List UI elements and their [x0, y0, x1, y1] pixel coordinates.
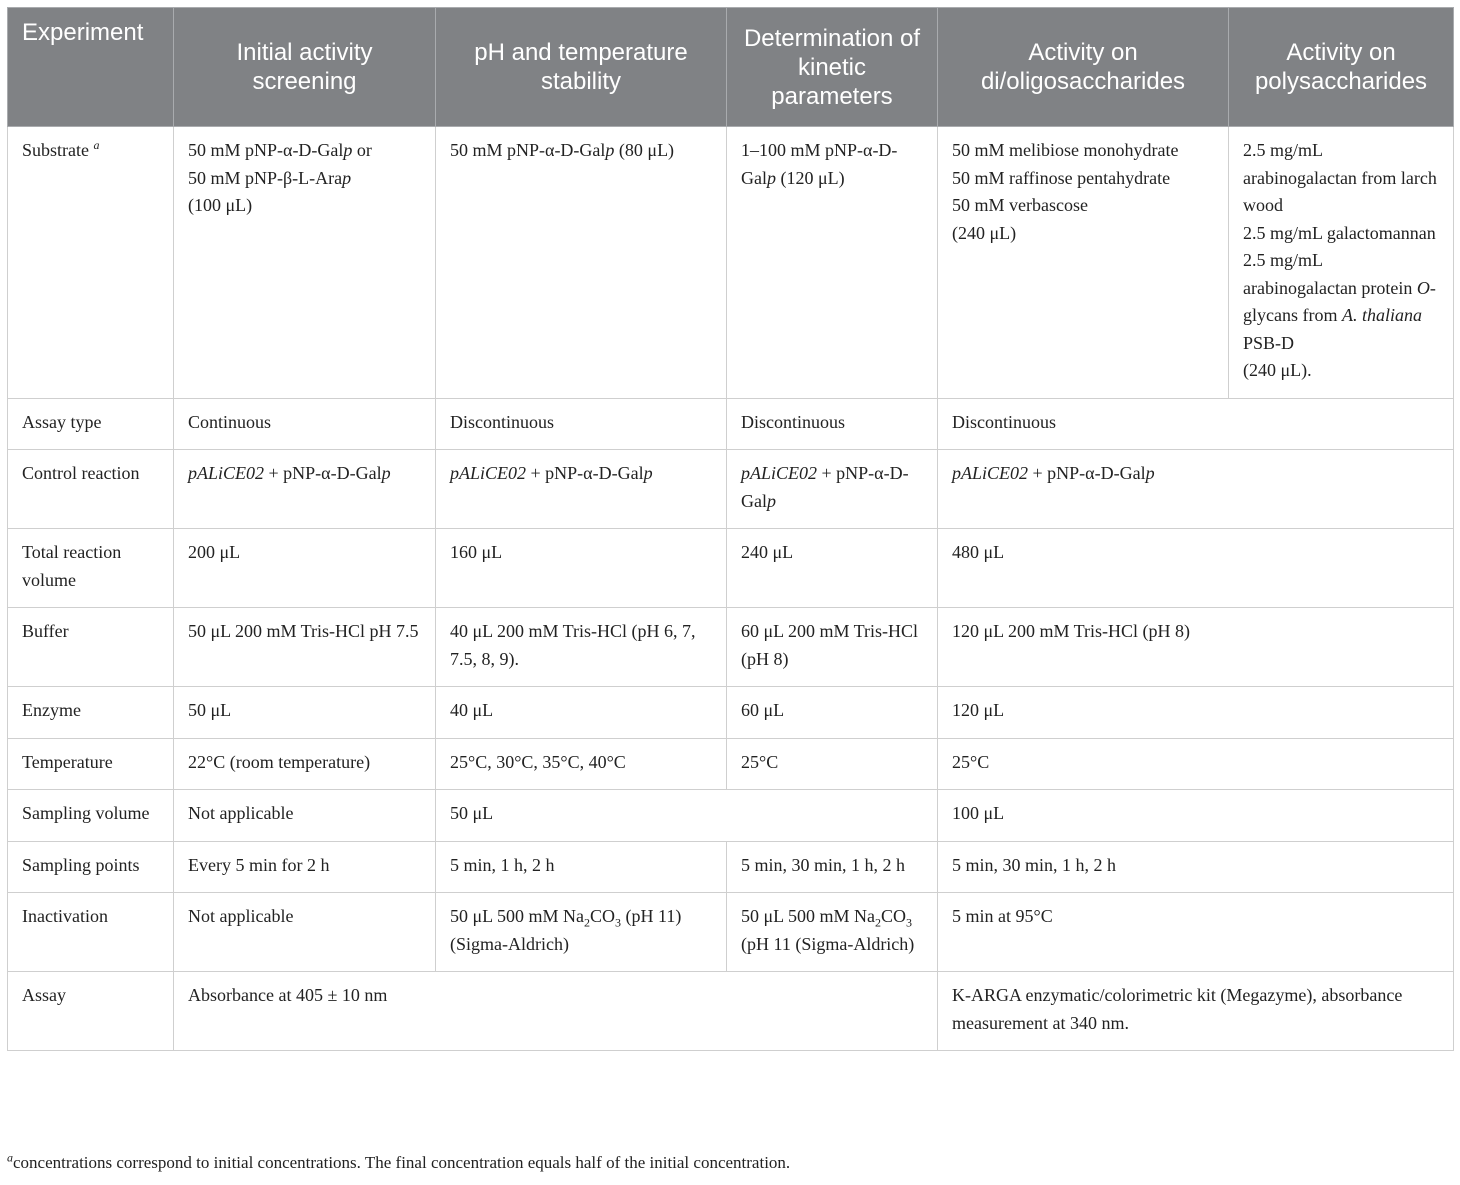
cell-sampling-points-screening: Every 5 min for 2 h: [174, 841, 436, 893]
row-buffer: [8, 608, 1454, 687]
substrate-footnote-marker: a: [93, 138, 100, 152]
row-enzyme: [8, 687, 1454, 739]
header-ph-temperature-stability: pH and temperature stability: [436, 8, 727, 127]
header-row: [8, 8, 1454, 127]
row-label-assay-type: Assay type: [8, 398, 174, 450]
row-sampling-volume: [8, 790, 1454, 842]
cell-control-saccharides: pALiCE02 + pNP-α-D-Galp: [938, 450, 1454, 529]
row-label-inactivation: Inactivation: [8, 893, 174, 972]
cell-temperature-kinetic: 25°C: [727, 738, 938, 790]
cell-substrate-stability: 50 mM pNP-α-D-Galp (80 μL): [436, 127, 727, 399]
cell-inactivation-screening: Not applicable: [174, 893, 436, 972]
cell-buffer-kinetic: 60 μL 200 mM Tris-HCl (pH 8): [727, 608, 938, 687]
cell-temperature-screening: 22°C (room temperature): [174, 738, 436, 790]
row-label-assay: Assay: [8, 972, 174, 1051]
cell-enzyme-stability: 40 μL: [436, 687, 727, 739]
cell-volume-kinetic: 240 μL: [727, 529, 938, 608]
row-label-total-reaction-volume: Total reaction volume: [8, 529, 174, 608]
cell-inactivation-kinetic: 50 μL 500 mM $Na_2CO_3$ (pH 11 (Sigma-Aldrich): [727, 893, 938, 972]
footnote-text: concentrations correspond to initial concentrations. The final concentration equals half of the initial concentration.: [13, 1153, 791, 1172]
cell-substrate-polysaccharides: 2.5 mg/mL arabinogalactan from larch wood 2.5 mg/mL galactomannan 2.5 mg/mL arabinogalactan protein O-glycans from A. thaliana PSB-D (240 μL).: [1229, 127, 1454, 399]
cell-buffer-saccharides: 120 μL 200 mM Tris-HCl (pH 8): [938, 608, 1454, 687]
row-label-temperature: Temperature: [8, 738, 174, 790]
cell-sampling-points-saccharides: 5 min, 30 min, 1 h, 2 h: [938, 841, 1454, 893]
cell-volume-screening: 200 μL: [174, 529, 436, 608]
cell-sampling-points-kinetic: 5 min, 30 min, 1 h, 2 h: [727, 841, 938, 893]
footnote-marker: a: [7, 1150, 13, 1165]
row-total-reaction-volume: [8, 529, 1454, 608]
cell-assay-type-kinetic: Discontinuous: [727, 398, 938, 450]
cell-control-kinetic: pALiCE02 + pNP-α-D-Galp: [727, 450, 938, 529]
row-label-enzyme: Enzyme: [8, 687, 174, 739]
row-label-sampling-volume: Sampling volume: [8, 790, 174, 842]
cell-assay-kit: K-ARGA enzymatic/colorimetric kit (Megazyme), absorbance measurement at 340 nm.: [938, 972, 1454, 1051]
experiment-table: [7, 7, 1454, 1051]
substrate-label: Substrate: [22, 140, 89, 160]
cell-assay-absorbance: Absorbance at 405 ± 10 nm: [174, 972, 938, 1051]
cell-enzyme-saccharides: 120 μL: [938, 687, 1454, 739]
cell-assay-type-saccharides: Discontinuous: [938, 398, 1454, 450]
cell-sampling-points-stability: 5 min, 1 h, 2 h: [436, 841, 727, 893]
experiment-table-container: [7, 7, 1453, 1051]
cell-buffer-screening: 50 μL 200 mM Tris-HCl pH 7.5: [174, 608, 436, 687]
table-footnote: [7, 1150, 791, 1173]
cell-temperature-saccharides: 25°C: [938, 738, 1454, 790]
row-label-control-reaction: Control reaction: [8, 450, 174, 529]
row-substrate: [8, 127, 1454, 399]
cell-inactivation-saccharides: 5 min at 95°C: [938, 893, 1454, 972]
cell-volume-stability: 160 μL: [436, 529, 727, 608]
cell-control-screening: pALiCE02 + pNP-α-D-Galp: [174, 450, 436, 529]
cell-enzyme-kinetic: 60 μL: [727, 687, 938, 739]
cell-volume-saccharides: 480 μL: [938, 529, 1454, 608]
cell-sampling-volume-screening: Not applicable: [174, 790, 436, 842]
cell-buffer-stability: 40 μL 200 mM Tris-HCl (pH 6, 7, 7.5, 8, 9).: [436, 608, 727, 687]
cell-temperature-stability: 25°C, 30°C, 35°C, 40°C: [436, 738, 727, 790]
cell-control-stability: pALiCE02 + pNP-α-D-Galp: [436, 450, 727, 529]
cell-sampling-volume-stability-kinetic: 50 μL: [436, 790, 938, 842]
row-temperature: [8, 738, 1454, 790]
cell-assay-type-screening: Continuous: [174, 398, 436, 450]
header-experiment: Experiment: [8, 8, 174, 127]
row-assay: [8, 972, 1454, 1051]
header-polysaccharides: Activity on polysaccharides: [1229, 8, 1454, 127]
row-inactivation: [8, 893, 1454, 972]
cell-inactivation-stability: 50 μL 500 mM $Na_2CO_3$ (pH 11) (Sigma-Aldrich): [436, 893, 727, 972]
row-label-sampling-points: Sampling points: [8, 841, 174, 893]
row-assay-type: [8, 398, 1454, 450]
header-kinetic-parameters: Determination of kinetic parameters: [727, 8, 938, 127]
header-initial-activity-screening: Initial activity screening: [174, 8, 436, 127]
row-control-reaction: [8, 450, 1454, 529]
cell-assay-type-stability: Discontinuous: [436, 398, 727, 450]
row-sampling-points: [8, 841, 1454, 893]
row-label-buffer: Buffer: [8, 608, 174, 687]
cell-substrate-screening: 50 mM pNP-α-D-Galp or 50 mM pNP-β-L-Arap (100 μL): [174, 127, 436, 399]
header-di-oligosaccharides: Activity on di/oligosaccharides: [938, 8, 1229, 127]
row-label-substrate: [8, 127, 174, 399]
cell-substrate-oligosaccharides: 50 mM melibiose monohydrate 50 mM raffinose pentahydrate 50 mM verbascose (240 μL): [938, 127, 1229, 399]
cell-enzyme-screening: 50 μL: [174, 687, 436, 739]
cell-substrate-kinetic: 1–100 mM pNP-α-D-Galp (120 μL): [727, 127, 938, 399]
cell-sampling-volume-saccharides: 100 μL: [938, 790, 1454, 842]
